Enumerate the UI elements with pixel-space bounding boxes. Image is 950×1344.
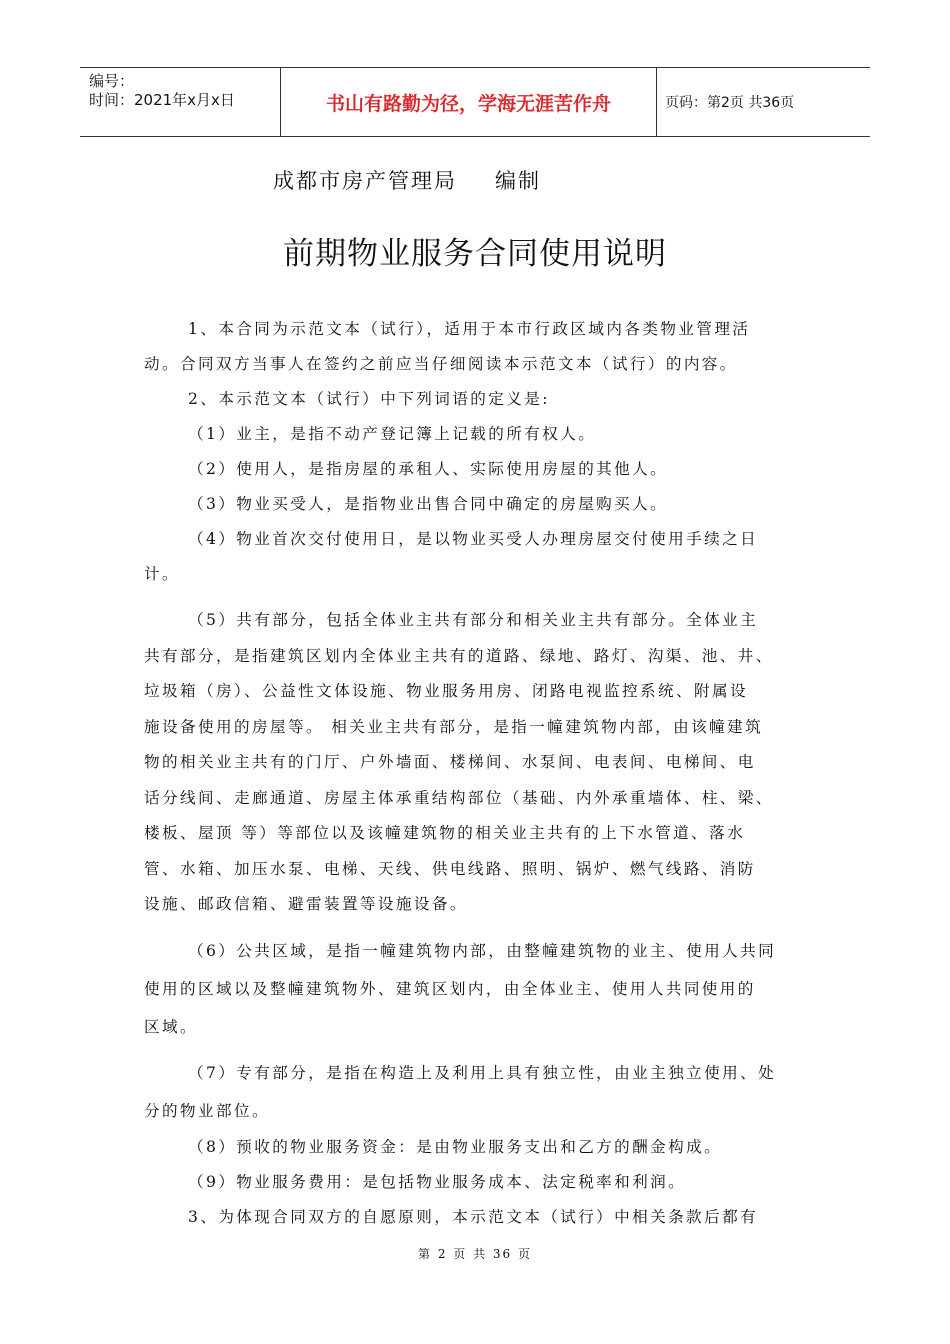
text-line: 话分线间、走廊通道、房屋主体承重结构部位（基础、内外承重墙体、柱、梁、 [144, 788, 774, 807]
paragraph [144, 1165, 808, 1200]
text-line: 1、本合同为示范文本（试行），适用于本市行政区域内各类物业管理活 [188, 320, 751, 338]
text-line: （1）业主，是指不动产登记簿上记载的所有权人。 [188, 425, 597, 443]
text-line: （6）公共区域，是指一幢建筑物内部，由整幢建筑物的业主、使用人共同 [188, 941, 777, 960]
document-title: 前期物业服务合同使用说明 [283, 236, 667, 272]
text-line: 3、为体现合同双方的自愿原则，本示范文本（试行）中相关条款后都有 [188, 1207, 759, 1226]
paragraph [144, 1130, 808, 1165]
text-line: 管、水箱、加压水泵、电梯、天线、供电线路、照明、锅炉、燃气线路、消防 [144, 859, 756, 878]
text-line: 区域。 [144, 1017, 198, 1036]
text-line: 垃圾箱（房）、公益性文体设施、物业服务用房、闭路电视监控系统、附属设 [144, 682, 748, 700]
header-meta [80, 68, 281, 136]
editor-org: 成都市房产管理局 [273, 169, 457, 193]
header-motto: 书山有路勤为径，学海无涯苦作舟 [281, 68, 657, 136]
text-line: 分的物业部位。 [144, 1101, 270, 1120]
paragraph [144, 522, 808, 592]
body-text [144, 312, 808, 1235]
text-line: 物的相关业主共有的门厅、户外墙面、楼梯间、水泵间、电表间、电梯间、电 [144, 753, 756, 771]
page-footer: 第 2 页 共 36 页 [418, 1247, 532, 1261]
text-line: 楼板、屋顶 等）等部位以及该幢建筑物的相关业主共有的上下水管道、落水 [144, 824, 746, 842]
paragraph [144, 487, 808, 522]
text-line: 共有部分，是指建筑区划内全体业主共有的道路、绿地、路灯、沟渠、池、井、 [144, 646, 774, 665]
document-time-label: 时间：2021年x月x日 [89, 91, 235, 109]
text-line: 计。 [144, 565, 180, 583]
paragraph [144, 312, 808, 382]
paragraph [144, 452, 808, 487]
text-line: （9）物业服务费用：是包括物业服务成本、法定税率和利润。 [188, 1172, 687, 1191]
text-line: 施设备使用的房屋等。 相关业主共有部分，是指一幢建筑物内部，由该幢建筑 [144, 717, 764, 736]
header-table [80, 67, 870, 137]
editor-line [273, 165, 541, 195]
document-number-label: 编号： [89, 72, 135, 90]
paragraph [144, 1200, 808, 1235]
paragraph [144, 932, 808, 1046]
header-page-info: 页码：第2页 共36页 [665, 95, 795, 111]
paragraph [144, 1054, 808, 1130]
text-line: （4）物业首次交付使用日，是以物业买受人办理房屋交付使用手续之日 [188, 530, 759, 548]
text-line: （5）共有部分，包括全体业主共有部分和相关业主共有部分。全体业主 [188, 611, 759, 629]
text-line: 2、本示范文本（试行）中下列词语的定义是: [188, 390, 550, 408]
text-line: （3）物业买受人，是指物业出售合同中确定的房屋购买人。 [188, 495, 669, 513]
paragraph [144, 382, 808, 417]
paragraph [144, 417, 808, 452]
text-line: 使用的区域以及整幢建筑物外、建筑区划内，由全体业主、使用人共同使用的 [144, 979, 756, 998]
editor-role: 编制 [495, 169, 541, 193]
text-line: 动。合同双方当事人在签约之前应当仔细阅读本示范文本（试行）的内容。 [144, 355, 738, 373]
text-line: 设施、邮政信箱、避雷装置等设施设备。 [144, 895, 468, 913]
text-line: （7）专有部分，是指在构造上及利用上具有独立性，由业主独立使用、处 [188, 1063, 777, 1082]
paragraph [144, 603, 808, 923]
text-line: （8）预收的物业服务资金：是由物业服务支出和乙方的酬金构成。 [188, 1137, 723, 1156]
text-line: （2）使用人，是指房屋的承租人、实际使用房屋的其他人。 [188, 460, 669, 478]
